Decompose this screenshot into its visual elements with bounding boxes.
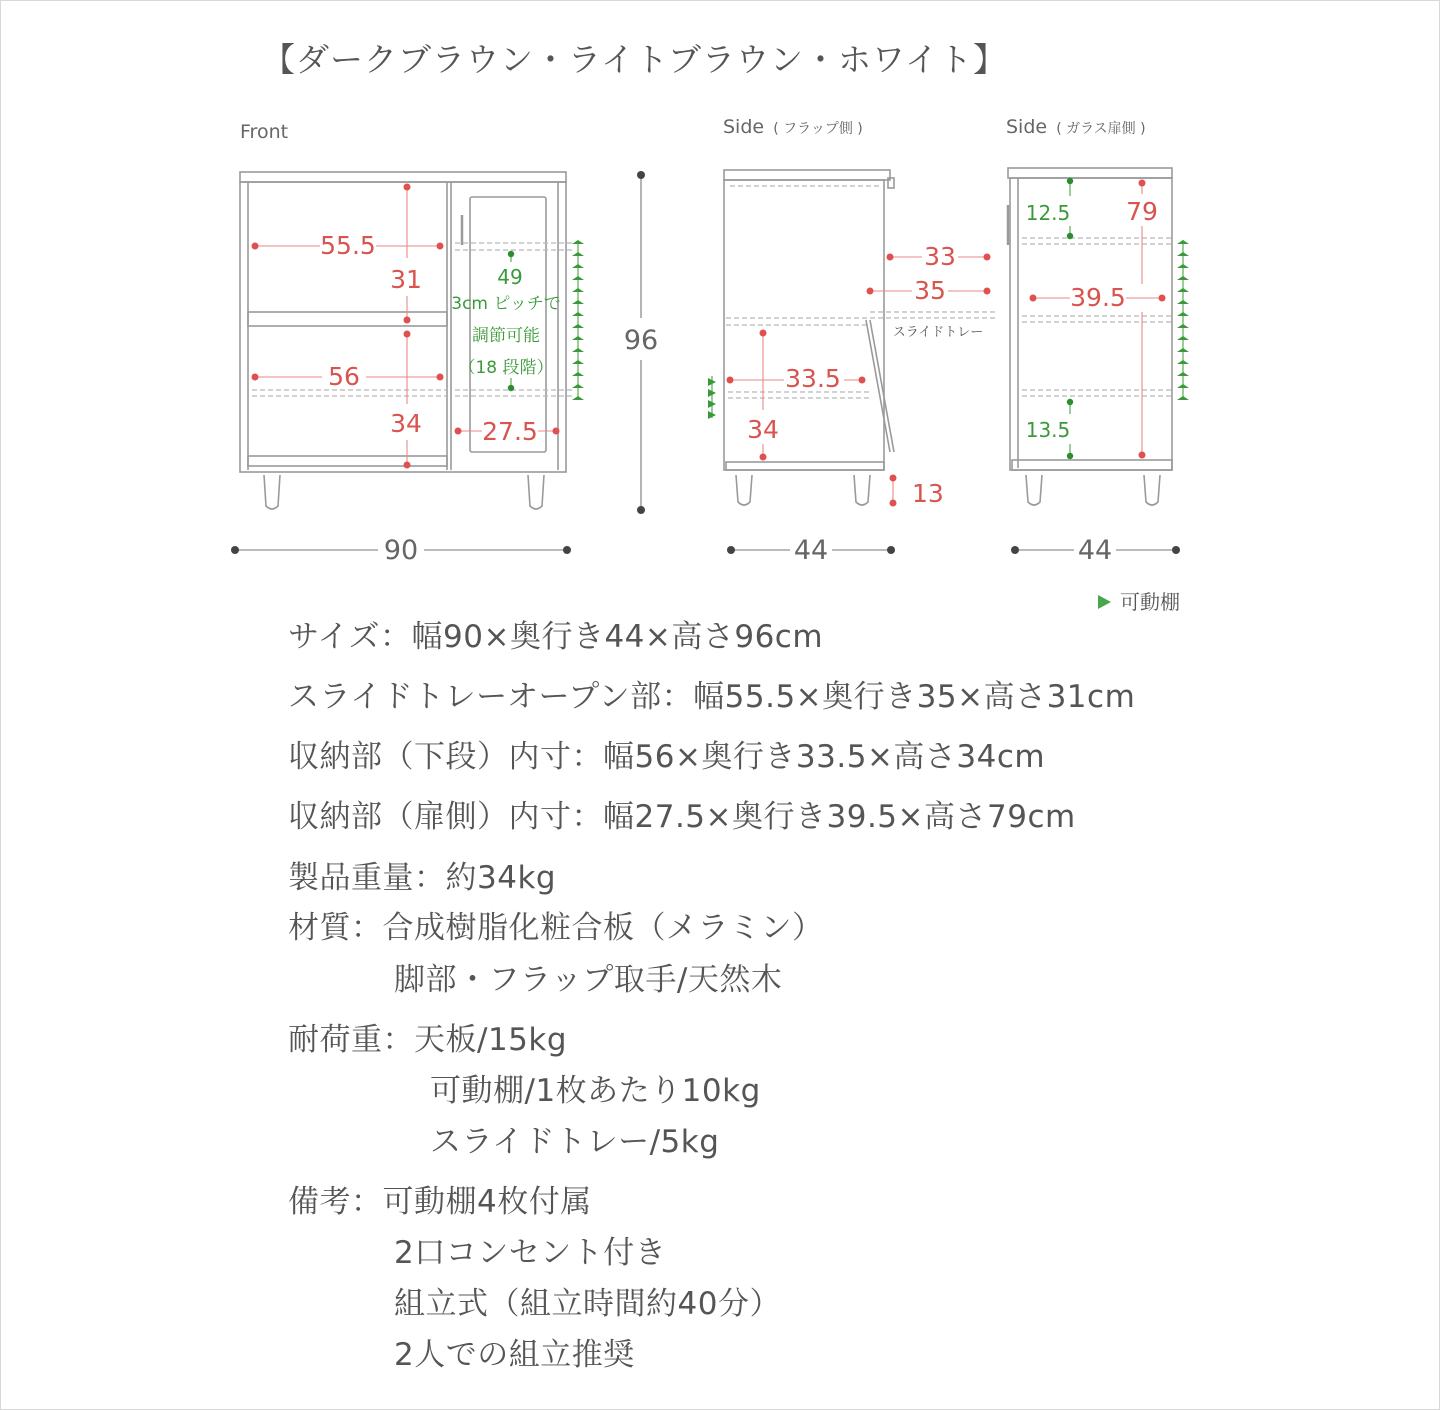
front-lower-width-dim [252, 362, 444, 391]
spec-note-1: 備考：可動棚4枚付属 [288, 1184, 592, 1220]
front-lower-width: 56 [328, 362, 360, 391]
spec-material-1: 材質：合成樹脂化粧合板（メラミン） [288, 910, 824, 946]
flap-depth-b: 35 [914, 276, 946, 305]
glass-interior-height: 79 [1126, 197, 1158, 226]
total-height: 96 [623, 325, 659, 356]
spec-load-1: 耐荷重：天板/15kg [288, 1022, 568, 1058]
legend-label: 可動棚 [1120, 590, 1180, 614]
spec-storage-door: 収納部（扉側）内寸：幅27.5×奥行き39.5×高さ79cm [288, 799, 1076, 835]
glass-interior-height-dim [1126, 180, 1158, 459]
glass-bottom-gap-dim [1026, 399, 1073, 459]
door-interior-height: 49 [497, 265, 523, 289]
flap-total-depth: 44 [793, 535, 829, 566]
front-upper-height: 31 [390, 265, 422, 294]
dimension-diagram [0, 0, 1440, 614]
color-variants-title: 【ダークブラウン・ライトブラウン・ホワイト】 [262, 40, 1008, 79]
spec-material-2: 脚部・フラップ取手/天然木 [394, 962, 783, 998]
spec-load-2: 可動棚/1枚あたり10kg [430, 1073, 761, 1109]
glass-top-gap-dim [1026, 178, 1073, 239]
glass-depth: 39.5 [1070, 283, 1126, 312]
side-flap-shelf-markers [708, 376, 716, 419]
flap-lower-height: 34 [747, 415, 779, 444]
side-flap-depth-33-dim [887, 242, 991, 271]
front-lower-height-dim [390, 331, 422, 469]
side-flap-lower-depth-dim [727, 364, 866, 393]
leg-height-dim [890, 475, 944, 509]
spec-storage-lower: 収納部（下段）内寸：幅56×奥行き33.5×高さ34cm [288, 739, 1046, 775]
side-flap-view-label: Side ( フラップ側 ) [723, 116, 863, 138]
front-total-width-dim [231, 535, 571, 566]
pitch-note-line-1: 3cm ピッチで [451, 294, 561, 314]
total-height-dim [624, 171, 658, 514]
flap-depth-a: 33 [924, 242, 956, 271]
pitch-note-line-2: 調節可能 [472, 326, 540, 346]
spec-note-3: 組立式（組立時間約40分） [394, 1286, 781, 1322]
front-lower-height: 34 [390, 409, 422, 438]
spec-weight: 製品重量：約34kg [288, 860, 557, 896]
glass-bottom-gap: 13.5 [1025, 418, 1071, 442]
glass-depth-dim [1030, 283, 1166, 312]
side-flap-total-depth-dim [727, 535, 895, 566]
glass-top-gap: 12.5 [1025, 201, 1071, 225]
total-width: 90 [383, 535, 419, 566]
door-width: 27.5 [482, 417, 538, 446]
side-glass-shelf-markers [1177, 240, 1189, 400]
flap-lower-depth: 33.5 [785, 364, 841, 393]
pitch-note-line-3: （18 段階） [458, 358, 554, 378]
side-flap-lower-height-dim [747, 330, 779, 461]
front-upper-height-dim [390, 184, 422, 324]
front-upper-width: 55.5 [320, 231, 376, 260]
front-door-shelf-pitch-dim [451, 251, 560, 391]
side-glass-total-depth-dim [1011, 535, 1180, 566]
spec-slide-tray: スライドトレーオープン部：幅55.5×奥行き35×高さ31cm [288, 679, 1136, 715]
spec-note-2: 2口コンセント付き [394, 1235, 667, 1271]
side-flap-depth-35-dim [867, 276, 991, 305]
front-upper-width-dim [252, 231, 444, 260]
front-view-label: Front [240, 121, 289, 143]
spec-load-3: スライドトレー/5kg [430, 1124, 720, 1160]
front-shelf-markers [572, 240, 584, 400]
leg-height: 13 [912, 479, 944, 508]
spec-size: サイズ：幅90×奥行き44×高さ96cm [288, 619, 824, 655]
spec-note-4: 2人での組立推奨 [394, 1337, 635, 1373]
slide-tray-label: スライドトレー [892, 325, 984, 340]
side-glass-view-label: Side ( ガラス扉側 ) [1006, 116, 1146, 138]
glass-total-depth: 44 [1077, 535, 1113, 566]
